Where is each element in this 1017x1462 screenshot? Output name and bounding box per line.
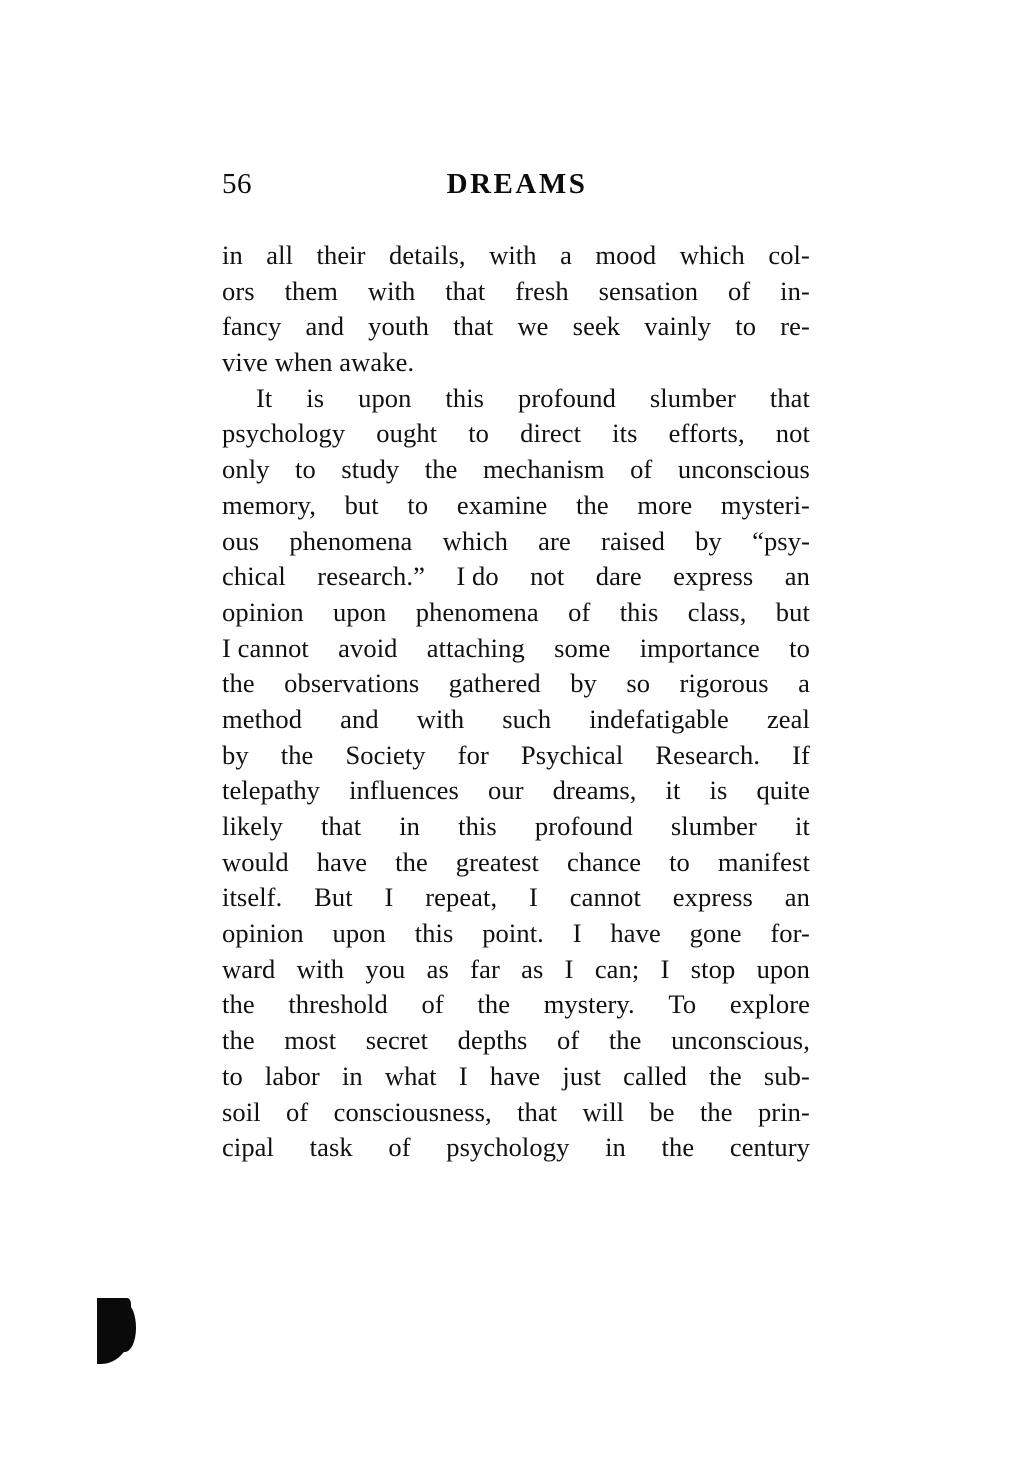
text-word: profound <box>534 811 633 841</box>
text-word: by <box>695 525 722 556</box>
text-word: is <box>306 382 325 413</box>
text-word: express <box>673 561 754 592</box>
text-word: quite <box>756 775 810 806</box>
text-word: as <box>426 953 449 984</box>
text-word: Research. <box>655 739 761 770</box>
text-word: influences <box>349 775 459 806</box>
text-word: the <box>395 846 428 877</box>
text-word: I do <box>456 561 499 592</box>
text-word: its <box>612 418 638 449</box>
text-word: I cannot <box>222 632 309 663</box>
text-word: of <box>728 275 751 306</box>
text-word: the <box>222 668 255 699</box>
text-word: gathered <box>448 668 541 699</box>
text-word: upon <box>756 953 810 984</box>
text-word: all <box>266 240 294 270</box>
text-line <box>222 738 810 774</box>
text-word: to <box>295 454 316 485</box>
text-word: be <box>649 1096 675 1127</box>
text-word: by <box>570 668 597 699</box>
text-word: importance <box>639 632 760 663</box>
text-word: re- <box>780 311 810 342</box>
text-word: most <box>284 1025 337 1056</box>
text-word: study <box>341 454 400 485</box>
text-word: efforts, <box>668 418 745 449</box>
text-word: mood <box>595 240 657 270</box>
text-word: upon <box>332 918 386 949</box>
text-word: phenomena <box>289 525 413 556</box>
text-line <box>222 773 810 809</box>
text-word: and <box>340 703 379 734</box>
text-word: in- <box>780 275 810 306</box>
running-title: DREAMS <box>446 168 588 200</box>
text-word: memory, <box>222 489 316 520</box>
text-word: are <box>538 525 571 556</box>
text-line <box>222 1095 810 1131</box>
text-word: this <box>458 811 497 841</box>
text-word: If <box>792 739 810 770</box>
text-word: I <box>572 918 582 949</box>
text-word: opinion <box>222 596 304 627</box>
text-word: mystery. <box>543 989 635 1020</box>
text-word: can; <box>594 953 640 984</box>
text-word: which <box>679 240 745 270</box>
text-word: vainly <box>644 311 712 342</box>
text-word: rigorous <box>679 668 769 699</box>
text-word: point. <box>482 918 544 949</box>
text-line <box>222 880 810 916</box>
text-word: avoid <box>338 632 398 663</box>
text-word: as <box>521 953 544 984</box>
text-word: the <box>661 1132 695 1163</box>
text-word: in <box>222 240 243 270</box>
text-word: mysteri- <box>720 489 810 520</box>
text-word: sensation <box>598 275 699 306</box>
text-word: I <box>564 953 574 984</box>
text-word: psychology <box>222 418 346 449</box>
text-word: by <box>222 739 249 770</box>
text-word: sub- <box>763 1060 810 1091</box>
text-word: the <box>576 489 609 520</box>
text-word: youth <box>368 311 430 342</box>
text-word: that <box>321 811 362 841</box>
text-word: the <box>608 1025 642 1056</box>
text-word: century <box>729 1132 810 1163</box>
body-text <box>222 238 810 1166</box>
text-word: col- <box>768 240 810 270</box>
text-word: Psychical <box>520 739 624 770</box>
text-word: I <box>458 1060 468 1091</box>
text-word: opinion <box>222 918 304 949</box>
text-word: upon <box>358 382 412 413</box>
text-word: the <box>477 989 511 1020</box>
text-word: I <box>529 882 538 913</box>
text-word: to <box>735 311 757 342</box>
text-word: would <box>222 846 289 877</box>
text-word: class, <box>687 596 747 627</box>
text-word: them <box>284 275 338 306</box>
text-word: express <box>672 882 753 913</box>
text-line <box>222 845 810 881</box>
text-word: greatest <box>455 846 539 877</box>
text-word: more <box>637 489 693 520</box>
text-word: with <box>367 275 416 306</box>
text-word: the <box>699 1096 733 1127</box>
text-word: you <box>365 953 406 984</box>
text-word: what <box>384 1060 437 1091</box>
text-line <box>222 1130 810 1166</box>
text-word: of <box>568 596 591 627</box>
text-word: chance <box>566 846 642 877</box>
text-word: It <box>256 382 273 413</box>
text-word: ors <box>222 275 255 306</box>
text-word: which <box>442 525 508 556</box>
text-line <box>222 595 810 631</box>
text-word: stop <box>690 953 736 984</box>
text-word: unconscious, <box>671 1025 810 1056</box>
text-word: the <box>222 1025 255 1056</box>
text-word: unconscious <box>677 454 810 485</box>
text-word: in <box>399 811 421 841</box>
text-word: for- <box>770 918 810 949</box>
text-word: fresh <box>515 275 569 306</box>
text-word: seek <box>572 311 621 342</box>
text-line <box>222 559 810 595</box>
text-word: to <box>669 846 690 877</box>
text-word: examine <box>456 489 548 520</box>
text-word: itself. <box>222 882 283 913</box>
text-word: it <box>795 811 810 841</box>
text-line <box>222 309 810 345</box>
text-line <box>222 488 810 524</box>
text-line <box>222 952 810 988</box>
text-word: psychology <box>446 1132 570 1163</box>
text-word: the <box>424 454 458 485</box>
text-word: but <box>344 489 379 520</box>
text-word: of <box>388 1132 411 1163</box>
text-word: labor <box>264 1060 320 1091</box>
text-word: such <box>502 703 552 734</box>
text-word: with <box>296 953 345 984</box>
text-word: repeat, <box>425 882 498 913</box>
text-word: I <box>660 953 670 984</box>
text-word: so <box>626 668 651 699</box>
text-word: that <box>453 311 494 342</box>
text-word: to <box>407 489 429 520</box>
text-word: this <box>619 596 659 627</box>
text-word: To <box>668 989 697 1020</box>
text-word: soil <box>222 1096 261 1127</box>
text-line <box>222 666 810 702</box>
text-word: But <box>314 882 353 913</box>
text-line <box>222 631 810 667</box>
text-word: research.” <box>317 561 425 592</box>
text-word: have <box>316 846 368 877</box>
text-word: in <box>605 1132 626 1163</box>
text-line <box>222 1059 810 1095</box>
text-word: of <box>286 1096 309 1127</box>
text-word: indefatigable <box>589 703 729 734</box>
text-word: a <box>798 668 810 699</box>
text-word: with <box>489 240 537 270</box>
text-word: explore <box>729 989 810 1020</box>
text-word: the <box>280 739 314 770</box>
text-word: “psy- <box>752 525 810 556</box>
text-word: the <box>222 989 255 1020</box>
text-word: task <box>309 1132 353 1163</box>
text-word: in <box>341 1060 363 1091</box>
text-word: phenomena <box>415 596 539 627</box>
text-word: our <box>488 775 524 806</box>
text-word: raised <box>601 525 665 556</box>
text-word: slumber <box>670 811 757 841</box>
text-word: their <box>316 240 366 270</box>
text-word: I <box>384 882 394 913</box>
text-line <box>222 987 810 1023</box>
text-word: an <box>784 561 810 592</box>
text-line <box>222 274 810 310</box>
text-word: called <box>623 1060 688 1091</box>
text-word: an <box>784 882 810 913</box>
text-word: slumber <box>649 382 736 413</box>
text-word: for <box>457 739 489 770</box>
text-word: upon <box>333 596 387 627</box>
text-word: we <box>517 311 549 342</box>
text-word: this <box>445 382 485 413</box>
text-word: of <box>557 1025 580 1056</box>
page-number: 56 <box>222 168 252 200</box>
running-head <box>222 168 812 202</box>
text-line <box>222 702 810 738</box>
text-word: not <box>775 418 810 449</box>
text-line <box>222 416 810 452</box>
text-line <box>222 452 810 488</box>
text-word: ous <box>222 525 260 556</box>
text-word: dare <box>595 561 642 592</box>
text-line <box>222 809 810 845</box>
text-word: ought <box>376 418 438 449</box>
text-word: direct <box>520 418 582 449</box>
text-word: to <box>468 418 490 449</box>
text-word: far <box>470 953 500 984</box>
text-word: details, <box>389 240 466 270</box>
text-word: secret <box>365 1025 429 1056</box>
text-word: have <box>610 918 661 949</box>
text-word: cipal <box>222 1132 274 1163</box>
text-word: some <box>554 632 611 663</box>
text-word: telepathy <box>222 775 321 806</box>
text-line <box>222 238 810 274</box>
text-word: Society <box>345 739 426 770</box>
text-word: of <box>421 989 444 1020</box>
text-word: is <box>709 775 728 806</box>
text-word: that <box>517 1096 558 1127</box>
text-word: method <box>222 703 303 734</box>
text-word: cannot <box>569 882 641 913</box>
scanner-thumb-mark <box>97 1298 131 1364</box>
text-line <box>222 381 810 417</box>
text-word: the <box>709 1060 742 1091</box>
text-line <box>222 1023 810 1059</box>
text-word: manifest <box>717 846 810 877</box>
text-word: only <box>222 454 270 485</box>
text-line <box>222 916 810 952</box>
text-line <box>222 524 810 560</box>
text-word: consciousness, <box>333 1096 492 1127</box>
text-word: observations <box>284 668 420 699</box>
text-word: it <box>665 775 681 806</box>
text-word: threshold <box>288 989 388 1020</box>
text-word: mechanism <box>482 454 605 485</box>
text-word: have <box>489 1060 541 1091</box>
text-word: attaching <box>426 632 525 663</box>
text-word: this <box>414 918 454 949</box>
text-word: ward <box>222 953 276 984</box>
text-word: to <box>222 1060 243 1091</box>
text-word: dreams, <box>552 775 637 806</box>
text-word: prin- <box>757 1096 810 1127</box>
text-word: depths <box>457 1025 528 1056</box>
text-word: with <box>416 703 465 734</box>
text-word: a <box>560 240 572 270</box>
text-word: and <box>305 311 345 342</box>
text-word: not <box>530 561 565 592</box>
text-line: vive when awake. <box>222 347 415 378</box>
text-word: that <box>769 382 810 413</box>
text-word: zeal <box>766 703 810 734</box>
text-word: to <box>789 632 810 663</box>
text-word: profound <box>518 382 616 413</box>
text-word: chical <box>222 561 286 592</box>
text-word: likely <box>222 811 283 841</box>
text-word: gone <box>689 918 742 949</box>
text-word: just <box>562 1060 602 1091</box>
text-word: will <box>582 1096 625 1127</box>
text-word: fancy <box>222 311 282 342</box>
text-word: that <box>445 275 486 306</box>
text-word: but <box>775 596 810 627</box>
text-word: of <box>630 454 653 485</box>
